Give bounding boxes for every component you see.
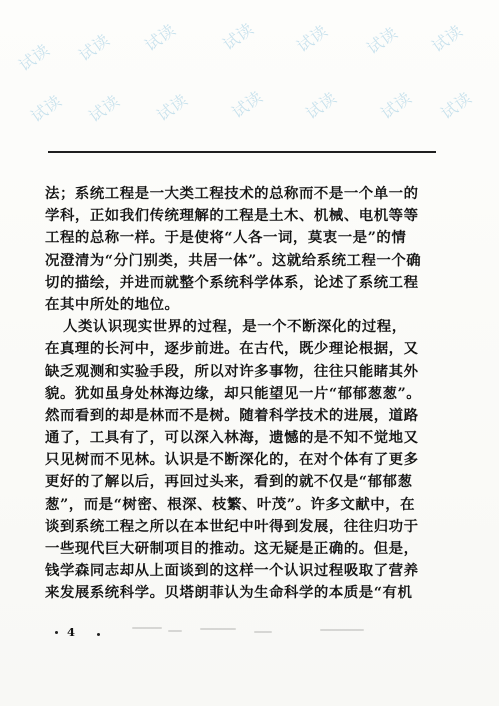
watermark-text: 试读: [85, 91, 124, 126]
text-line: 法；系统工程是一大类工程技术的总称而不是一个单一的: [45, 185, 419, 202]
body-text: [45, 183, 435, 605]
text-line: 来发展系统科学。贝塔朗菲认为生命科学的本质是“有机: [45, 584, 413, 602]
text-line: 只见树而不见林。认识是不断深化的，在对个体有了更多: [45, 451, 419, 469]
watermark-text: 试读: [75, 30, 114, 65]
page-number: 4: [67, 625, 77, 639]
text-line: 切的描绘，并进而就整个系统科学体系，论述了系统工程: [45, 273, 419, 291]
text-line: 况澄清为“分门别类，共居一体”。这就给系统工程一个确: [45, 251, 422, 269]
text-line: 在其中所处的地位。: [45, 295, 180, 313]
text-line: 在真理的长河中，逐步前进。在古代，既少理论根据，又: [45, 340, 419, 358]
text-line: 谈到系统工程之所以在本世纪中叶得到发展，往往归功于: [45, 517, 419, 535]
scan-artifact: [108, 623, 404, 635]
text-line: 葱”，而是“树密、根深、枝繁、叶茂”。许多文献中，在: [45, 495, 416, 513]
watermark-text: 试读: [377, 88, 416, 123]
text-line: 缺乏观测和实验手段，所以对许多事物，往往只能睹其外: [45, 362, 419, 380]
text-line: 钱学森同志却从上面谈到的这样一个认识过程吸取了营养: [45, 562, 419, 580]
watermark-text: 试读: [15, 40, 54, 75]
text-line: 通了，工具有了，可以深入林海，遗憾的是不知不觉地又: [45, 429, 419, 447]
page-mark: [97, 633, 100, 636]
watermark-text: 试读: [141, 20, 180, 55]
top-divider: [48, 151, 436, 153]
watermark-text: 试读: [437, 88, 476, 123]
watermark-text: 试读: [219, 19, 258, 54]
watermark-text: 试读: [363, 23, 402, 58]
text-line: 貌。犹如虽身处林海边缘，却只能望见一片“郁郁葱葱”。: [45, 384, 422, 402]
watermark-text: 试读: [228, 87, 267, 122]
watermark-text: 试读: [27, 91, 66, 126]
text-line: 人类认识现实世界的过程，是一个不断深化的过程，: [63, 318, 407, 336]
watermark-text: 试读: [302, 88, 341, 123]
text-line: 更好的了解以后，再回过头来，看到的就不仅是“郁郁葱: [45, 473, 413, 491]
watermark-text: 试读: [428, 21, 467, 56]
page-mark: [55, 631, 58, 634]
watermark-text: 试读: [293, 21, 332, 56]
text-line: 然而看到的却是林而不是树。随着科学技术的进展，道路: [45, 406, 419, 424]
text-line: 一些现代巨大研制项目的推动。这无疑是正确的。但是，: [45, 540, 419, 557]
text-line: 学科，正如我们传统理解的工程是土木、机械、电机等等: [45, 207, 419, 225]
text-line: 工程的总称一样。于是使将“人各一词，莫衷一是”的情: [45, 229, 407, 247]
watermark-text: 试读: [153, 90, 192, 125]
